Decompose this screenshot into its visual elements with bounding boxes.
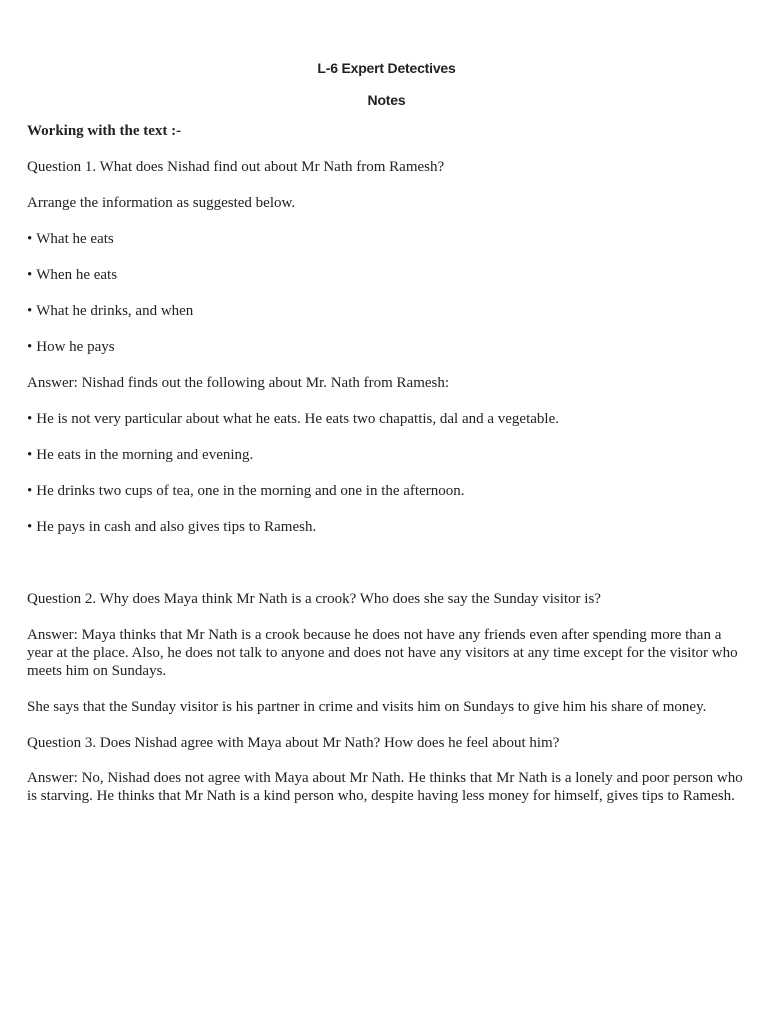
answer-text: He pays in cash and also gives tips to Ramesh. — [36, 519, 317, 535]
bullet-icon: • — [27, 447, 33, 463]
bullet-icon: • — [27, 303, 33, 319]
prompt-item — [27, 266, 749, 284]
answer-3: Answer: No, Nishad does not agree with Maya about Mr Nath. He thinks that Mr Nath is a lonely and poor person who is starving. He thinks that Mr Nath is a kind person who, despite having less money for himself, gives tips to Ramesh. — [27, 770, 743, 804]
prompt-text: What he drinks, and when — [36, 303, 194, 319]
question-2: Question 2. Why does Maya think Mr Nath is a crook? Who does she say the Sunday visitor is? — [27, 591, 601, 607]
answer-1-intro: Answer: Nishad finds out the following about Mr. Nath from Ramesh: — [27, 375, 450, 391]
prompt-item — [27, 230, 749, 248]
document-title: L-6 Expert Detectives — [317, 60, 456, 76]
question-1-instruction: Arrange the information as suggested below. — [27, 195, 296, 211]
bullet-icon: • — [27, 231, 33, 247]
answer-item — [27, 410, 749, 428]
prompt-item — [27, 338, 749, 356]
bullet-icon: • — [27, 483, 33, 499]
prompt-item — [27, 302, 749, 320]
answer-text: He drinks two cups of tea, one in the morning and one in the afternoon. — [36, 483, 465, 499]
bullet-icon: • — [27, 267, 33, 283]
answer-item — [27, 518, 749, 536]
answer-item — [27, 482, 749, 500]
document-subtitle: Notes — [367, 92, 406, 108]
question-1: Question 1. What does Nishad find out about Mr Nath from Ramesh? — [27, 159, 445, 175]
question-3: Question 3. Does Nishad agree with Maya about Mr Nath? How does he feel about him? — [27, 735, 560, 751]
prompt-text: How he pays — [36, 339, 115, 355]
answer-2: Answer: Maya thinks that Mr Nath is a crook because he does not have any friends even after spending more than a year at the place. Also, he does not talk to anyone and does not have any visitors at any time except for the visitor who meets him on Sundays. — [27, 627, 738, 679]
answer-2-continued: She says that the Sunday visitor is his partner in crime and visits him on Sundays to give him his share of money. — [27, 699, 707, 715]
answer-text: He is not very particular about what he eats. He eats two chapattis, dal and a vegetable. — [36, 411, 559, 427]
bullet-icon: • — [27, 411, 33, 427]
bullet-icon: • — [27, 339, 33, 355]
answer-item — [27, 446, 749, 464]
bullet-icon: • — [27, 519, 33, 535]
prompt-text: What he eats — [36, 231, 114, 247]
section-heading: Working with the text :- — [27, 123, 182, 139]
prompt-text: When he eats — [36, 267, 118, 283]
answer-text: He eats in the morning and evening. — [36, 447, 254, 463]
